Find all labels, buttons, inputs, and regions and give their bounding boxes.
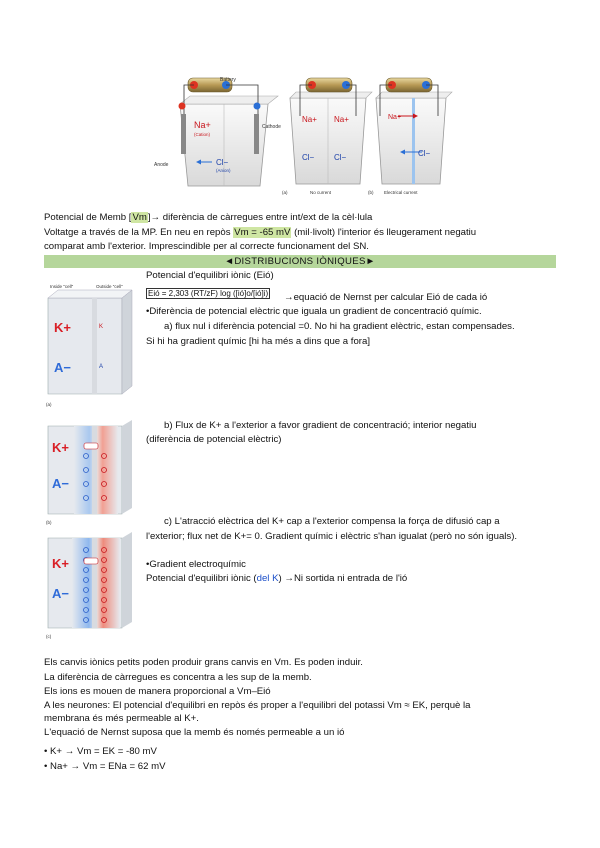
cl-label-a: Cl− xyxy=(216,158,229,167)
gradient-line-a: Potencial d'equilibri iònic ( xyxy=(146,573,257,584)
del-k-text: del K xyxy=(256,573,279,584)
electrical-current-label: Electrical current xyxy=(384,190,418,195)
intro-line-3: comparat amb l'exterior. Imprescindible per al correcte funcionament del SN. xyxy=(44,241,369,252)
na-label-b2: Na+ xyxy=(334,115,349,124)
formula-box: Eió = 2,303 (RT/zF) log ([ió]o/[ió]i) xyxy=(148,289,269,298)
vm-highlight: Vm xyxy=(132,212,147,223)
nernst-formula xyxy=(146,288,270,300)
c-line-1: c) L'atracció elèctrica del K+ cap a l'exterior compensa la força de difusió cap a xyxy=(164,516,500,527)
ion-panel-a xyxy=(44,282,140,412)
b-line-1: b) Flux de K+ a l'exterior a favor gradient de concentració; interior negatiu xyxy=(164,420,477,431)
k-label-b: K+ xyxy=(52,440,69,455)
a-label-b: A− xyxy=(52,476,69,491)
intro-line-1-a: Potencial de Memb [ xyxy=(44,212,132,223)
c-line-2: l'exterior; flux net de K+= 0. Gradient químic i elèctric s'han igualat (però no són iguals). xyxy=(146,531,518,542)
inside-label: Inside "cell" xyxy=(50,284,74,289)
cl-label-c: Cl− xyxy=(418,149,431,158)
intro-line-1-b: ]→ diferència de càrregues entre int/ext de la cèl·lula xyxy=(147,212,373,223)
a-label-c: A− xyxy=(52,586,69,601)
anode-label: Anode xyxy=(154,162,169,168)
a-line-2: Si hi ha gradient químic [hi ha més a dins que a fora] xyxy=(146,336,370,347)
outside-label: Outside "cell" xyxy=(96,284,123,289)
cl-label-b1: Cl− xyxy=(302,153,315,162)
panel-c-ion: (c) xyxy=(46,634,52,639)
ion-panel-c xyxy=(44,530,140,642)
battery-label: Battery xyxy=(220,77,236,83)
k-label-c: K+ xyxy=(52,556,69,571)
a-label-a: A− xyxy=(54,360,71,375)
b-line-2: (diferència de potencial elèctric) xyxy=(146,434,282,445)
bottom-line-3: Els ions es mouen de manera proporcional a Vm–Eió xyxy=(44,686,271,697)
equilibrium-title: Potencial d'equilibri iònic (Eió) xyxy=(146,270,274,281)
panel-b-ion: (b) xyxy=(46,520,52,525)
panel-a-ion: (a) xyxy=(46,402,52,407)
svg-text:A: A xyxy=(99,364,104,370)
panel-b-label: (b) xyxy=(368,190,374,195)
cation-label: (Cation) xyxy=(194,132,211,137)
battery-electrolyte-figure xyxy=(150,76,460,200)
bottom-line-8: • Na+ → Vm = ENa = 62 mV xyxy=(44,761,166,772)
anion-label: (Anion) xyxy=(216,168,231,173)
ion-panel-b xyxy=(44,416,140,528)
na-label-c: Na+ xyxy=(388,114,402,121)
bottom-line-1: Els canvis iònics petits poden produir grans canvis en Vm. Es poden induir. xyxy=(44,657,363,668)
bottom-line-6: L'equació de Nernst suposa que la memb és només permeable a un ió xyxy=(44,727,345,738)
gradient-title: •Gradient electroquímic xyxy=(146,559,246,570)
formula-note: →equació de Nernst per calcular Eió de cada ió xyxy=(284,292,488,303)
intro-line-2-a: Voltatge a través de la MP. En neu en repòs xyxy=(44,227,234,238)
k-label-a: K+ xyxy=(54,320,71,335)
a-line-1: a) flux nul i diferència potencial =0. No hi ha gradient elèctric, estan compensades. xyxy=(164,321,515,332)
bottom-line-2: La diferència de càrregues es concentra a les sup de la memb. xyxy=(44,672,312,683)
gradient-line-b: ) →Ni sortida ni entrada de l'ió xyxy=(278,573,408,584)
section-title: ◄DISTRIBUCIONS IÒNIQUES► xyxy=(224,256,376,267)
no-current-label: No current xyxy=(310,190,332,195)
tank-b xyxy=(290,78,372,184)
tank-c xyxy=(376,78,452,184)
svg-text:K: K xyxy=(99,324,104,330)
panel-a-label: (a) xyxy=(282,190,288,195)
intro-line-2-b: (mil·livolt) l'interior és lleugerament negatiu xyxy=(291,227,477,238)
intro-line-2 xyxy=(44,227,476,239)
cl-label-b2: Cl− xyxy=(334,153,347,162)
na-label-b1: Na+ xyxy=(302,115,317,124)
bottom-line-7: • K+ → Vm = EK = -80 mV xyxy=(44,746,157,757)
vm-value-highlight: Vm = -65 mV xyxy=(234,227,291,238)
bullet-1: •Diferència de potencial elèctric que iguala un gradient de concentració químic. xyxy=(146,306,482,317)
bottom-line-4: A les neurones: El potencial d'equilibri en repòs és proper a l'equilibri del potassi Vm ≈ EK, perquè la xyxy=(44,700,471,711)
gradient-line xyxy=(146,573,407,585)
na-label-a: Na+ xyxy=(194,120,211,130)
bottom-line-5: membrana és més permeable al K+. xyxy=(44,713,199,724)
intro-line-1 xyxy=(44,212,372,224)
cathode-label: Cathode xyxy=(262,124,281,130)
section-band xyxy=(44,255,556,268)
